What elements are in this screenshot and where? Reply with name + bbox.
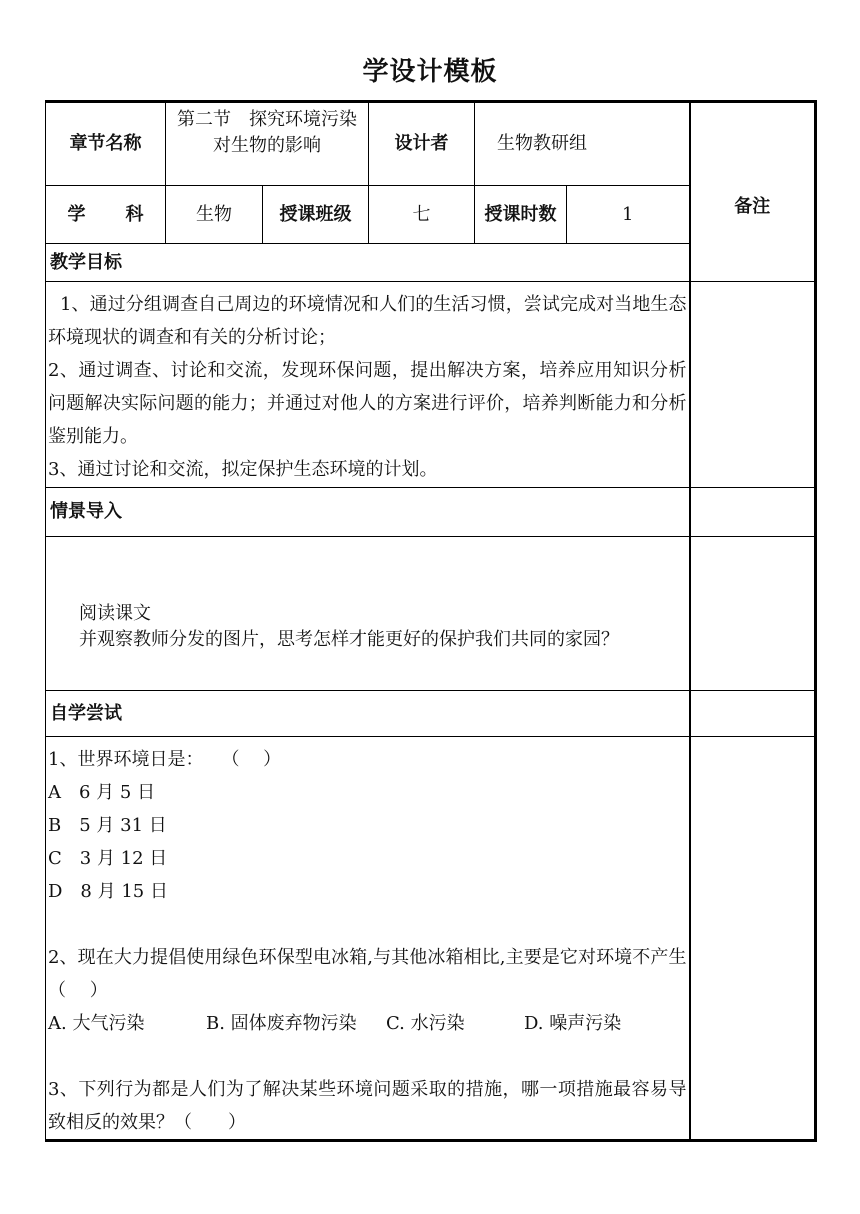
intro-heading: 情景导入 — [46, 488, 690, 537]
remarks-cell-intro-heading — [690, 488, 816, 537]
hours-value: 1 — [567, 186, 690, 244]
chapter-label: 章节名称 — [46, 102, 166, 186]
class-label: 授课班级 — [263, 186, 369, 244]
question-1-option-a: A 6 月 5 日 — [48, 782, 156, 803]
intro-heading-row — [46, 488, 816, 537]
remarks-cell-intro — [690, 537, 816, 691]
subject-label-char-2: 科 — [125, 203, 144, 225]
objectives-heading: 教学目标 — [46, 244, 690, 282]
subject-value: 生物 — [166, 186, 263, 244]
subject-label — [46, 186, 166, 244]
objectives-body — [46, 282, 690, 488]
subject-label-char-1: 学 — [67, 203, 86, 225]
question-2-option-d: D. 噪声污染 — [524, 1013, 622, 1034]
header-row-chapter — [46, 102, 816, 186]
question-2-option-a: A. 大气污染 — [48, 1013, 145, 1034]
objectives-body-row — [46, 282, 816, 488]
remarks-label: 备注 — [734, 196, 771, 217]
question-1-stem: 1、世界环境日是： （ ） — [48, 749, 282, 770]
intro-body — [46, 537, 690, 691]
intro-line-2: 并观察教师分发的图片，思考怎样才能更好的保护我们共同的家园？ — [79, 629, 619, 650]
intro-line-1: 阅读课文 — [79, 603, 151, 624]
lesson-plan-table — [45, 100, 817, 1142]
question-2-option-b: B. 固体废弃物污染 — [206, 1013, 357, 1034]
question-2-option-c: C. 水污染 — [386, 1013, 465, 1034]
question-2-options — [48, 1007, 687, 1040]
question-3-stem: 3、下列行为都是人们为了解决某些环境问题采取的措施，哪一项措施最容易导致相反的效果？（ ） — [48, 1079, 687, 1133]
document-title: 学设计模板 — [362, 57, 498, 87]
self-study-body-row — [46, 737, 816, 1141]
remarks-cell-self-study — [690, 737, 816, 1141]
remarks-header — [690, 102, 816, 282]
designer-value: 生物教研组 — [475, 102, 690, 186]
objective-item-2: 2、通过调查、讨论和交流，发现环保问题，提出解决方案，培养应用知识分析问题解决实际问题的能力；并通过对他人的方案进行评价，培养判断能力和分析鉴别能力。 — [48, 360, 687, 447]
question-1-option-c: C 3 月 12 日 — [48, 848, 168, 869]
designer-label: 设计者 — [369, 102, 475, 186]
objective-item-3: 3、通过讨论和交流，拟定保护生态环境的计划。 — [48, 459, 438, 480]
self-study-body — [46, 737, 690, 1141]
class-value: 七 — [369, 186, 475, 244]
remarks-cell-objectives — [690, 282, 816, 488]
self-study-heading: 自学尝试 — [46, 691, 690, 737]
intro-body-row — [46, 537, 816, 691]
remarks-cell-self-study-heading — [690, 691, 816, 737]
chapter-value: 第二节 探究环境污染对生物的影响 — [166, 102, 369, 186]
question-1-option-d: D 8 月 15 日 — [48, 881, 168, 902]
self-study-heading-row — [46, 691, 816, 737]
hours-label: 授课时数 — [475, 186, 567, 244]
objective-item-1: 1、通过分组调查自己周边的环境情况和人们的生活习惯，尝试完成对当地生态环境现状的调查和有关的分析讨论； — [48, 294, 687, 348]
question-1-option-b: B 5 月 31 日 — [48, 815, 167, 836]
question-2-stem: 2、现在大力提倡使用绿色环保型电冰箱,与其他冰箱相比,主要是它对环境不产生（ ） — [48, 947, 687, 1001]
